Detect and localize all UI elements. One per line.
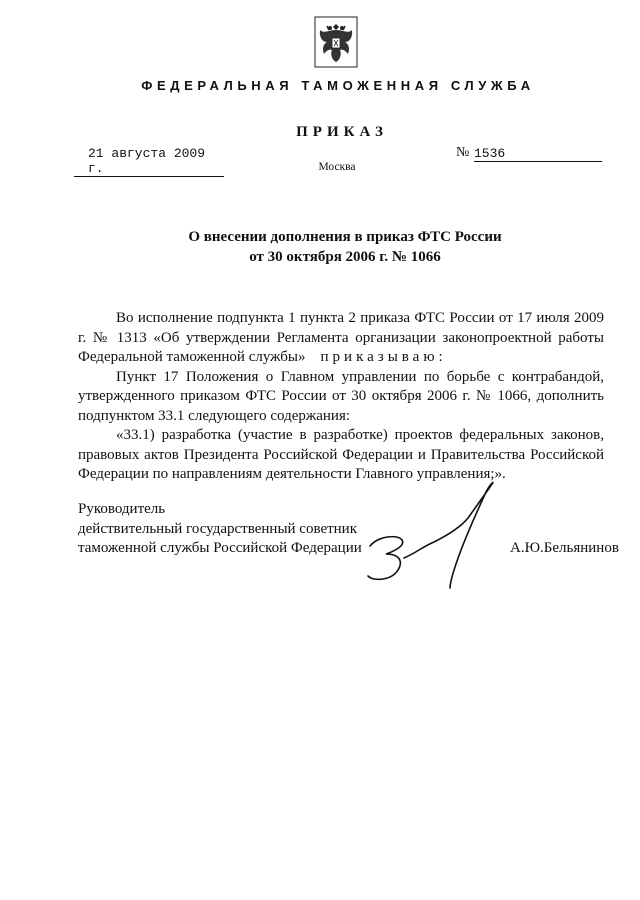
- agency-name: ФЕДЕРАЛЬНАЯ ТАМОЖЕННАЯ СЛУЖБА: [141, 78, 535, 93]
- signatory-name: А.Ю.Бельянинов: [510, 540, 619, 556]
- handwritten-signature-icon: [364, 480, 504, 590]
- signatory-position: [78, 500, 362, 559]
- preamble-text: Во исполнение подпункта 1 пункта 2 приказа ФТС России от 17 июля 2009 г. № 1313 «Об утверждении Регламента организации законопроектной работы Федеральной таможенной службы»: [78, 310, 604, 365]
- document-type: ПРИКАЗ: [296, 124, 388, 140]
- document-date: 21 августа 2009 г.: [74, 146, 224, 177]
- signatory-role-3: таможенной службы Российской Федерации: [78, 540, 362, 556]
- signatory-role-2: действительный государственный советник: [78, 520, 358, 537]
- document-title: [0, 227, 640, 267]
- document-number-label: №: [456, 145, 470, 160]
- order-word: приказываю:: [320, 349, 447, 365]
- title-line-1: О внесении дополнения в приказ ФТС России: [188, 229, 502, 245]
- signatory-role-1: Руководитель: [78, 501, 166, 517]
- paragraph-preamble: [78, 309, 604, 368]
- russian-eagle-emblem-icon: [314, 16, 358, 68]
- title-line-2: от 30 октября 2006 г. № 1066: [249, 249, 441, 265]
- paragraph-subpoint: «33.1) разработка (участие в разработке) проектов федеральных законов, правовых актов Президента Российской Федерации и Правительства Российской Федерации по направлениям деятельности Главного управления;».: [78, 427, 604, 482]
- document-body: [78, 309, 604, 485]
- document-city: Москва: [318, 161, 356, 173]
- paragraph-amendment: Пункт 17 Положения о Главном управлении по борьбе с контрабандой, утвержденного приказом ФТС России от 30 октября 2006 г. № 1066, дополнить подпунктом 33.1 следующего содержания:: [78, 368, 604, 424]
- document-number: 1536: [474, 146, 602, 162]
